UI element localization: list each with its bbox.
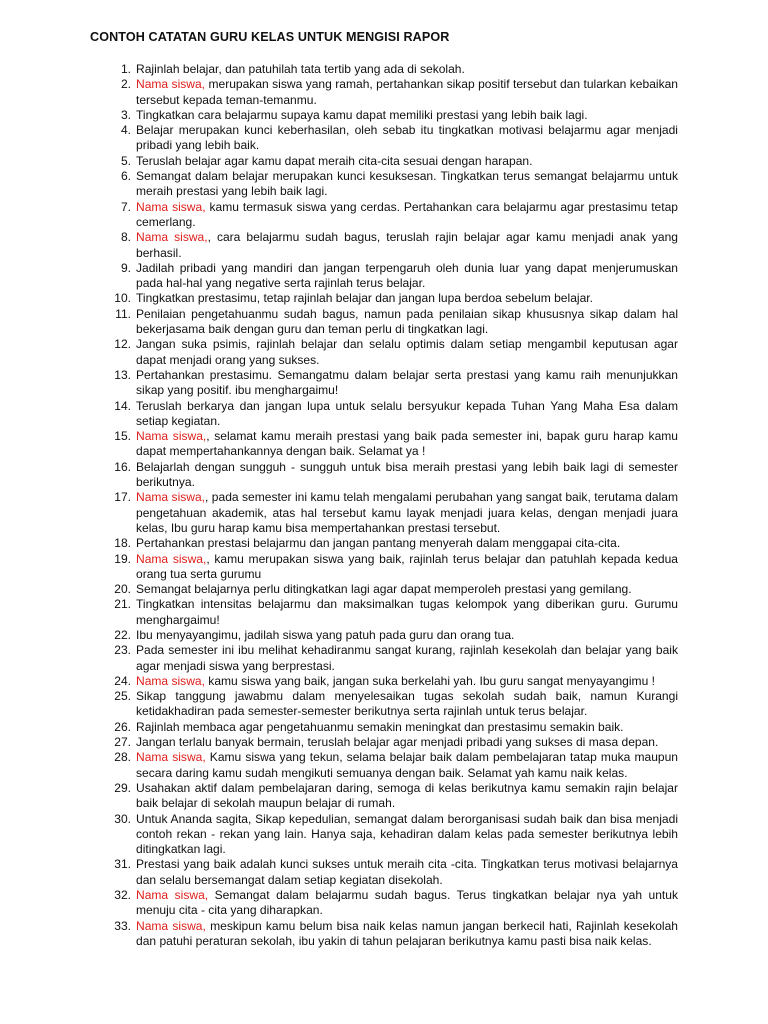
- note-text: Kamu siswa yang tekun, selama belajar baik dalam pembelajaran tatap muka maupun secara daring kamu sudah mengikuti semuanya dengan baik. Selamat yah kamu naik kelas.: [136, 750, 678, 780]
- document-title: CONTOH CATATAN GURU KELAS UNTUK MENGISI RAPOR: [90, 30, 450, 44]
- note-text: Belajarlah dengan sungguh - sungguh untuk bisa meraih prestasi yang lebih baik lagi di semester berikutnya.: [136, 459, 678, 490]
- student-name-placeholder: Nama siswa,: [136, 750, 206, 765]
- note-text: Jangan terlalu banyak bermain, teruslah belajar agar menjadi pribadi yang sukses di masa depan.: [136, 735, 659, 750]
- note-text: meskipun kamu belum bisa naik kelas namun jangan berkecil hati, Rajinlah kesekolah dan patuhi peraturan sekolah, ibu yakin di tahun pelajaran berikutnya kamu pasti bisa naik kelas.: [136, 918, 679, 948]
- note-number: 23.: [114, 643, 131, 658]
- note-item: [114, 367, 678, 399]
- note-item: [114, 918, 679, 950]
- note-number: 26.: [114, 719, 131, 734]
- note-item: [120, 77, 678, 108]
- note-text: , kamu merupakan siswa yang baik, rajinlah terus belajar dan patuhlah kepada kedua orang tua serta gurumu: [136, 551, 678, 581]
- note-item: [114, 627, 678, 643]
- note-text: merupakan siswa yang ramah, pertahankan sikap positif tersebut dan tularkan kebaikan tersebut kepada teman-temanmu.: [136, 77, 678, 107]
- student-name-placeholder: Nama siswa,: [136, 490, 206, 505]
- note-item: [120, 260, 678, 292]
- note-number: 12.: [114, 337, 131, 352]
- teacher-notes-list: [0, 62, 768, 949]
- note-text: Tingkatkan intensitas belajarmu dan maksimalkan tugas kelompok yang diberikan guru. Gurumu menghargaimu!: [136, 597, 678, 627]
- note-item: [120, 199, 679, 231]
- note-text: Prestasi yang baik adalah kunci sukses untuk meraih cita -cita. Tingkatkan terus motivasi belajarnya dan selalu bersemangat dalam setiap kegiatan disekolah.: [136, 857, 678, 887]
- note-text: kamu termasuk siswa yang cerdas. Pertahankan cara belajarmu agar prestasimu tetap cemerlang.: [136, 199, 679, 229]
- note-number: 8.: [120, 230, 131, 245]
- note-number: 30.: [114, 811, 131, 826]
- note-text: Sikap tanggung jawabmu dalam menyelesaikan tugas sekolah sudah baik, namun Kurangi ketidakhadiran pada semester-semester berikutnya serta rajinlah untuk terus belajar.: [136, 689, 678, 719]
- note-number: 22.: [114, 627, 131, 642]
- note-number: 10.: [114, 291, 131, 306]
- note-number: 9.: [120, 260, 131, 275]
- note-number: 6.: [120, 169, 131, 184]
- note-item: [114, 643, 678, 674]
- student-name-placeholder: Nama siswa,: [136, 230, 208, 245]
- note-number: 19.: [114, 551, 131, 566]
- note-text: Jadilah pribadi yang mandiri dan jangan terpengaruh oleh dunia luar yang dapat menjerumuskan pada hal-hal yang negative serta rajinlah terus belajar.: [136, 260, 678, 291]
- note-item: [114, 811, 678, 858]
- note-item: [114, 490, 678, 536]
- note-text: Jangan suka psimis, rajinlah belajar dan selalu optimis dalam setiap mengambil keputusan agar dapat menjadi orang yang sukses.: [136, 337, 678, 367]
- note-number: 4.: [120, 123, 131, 138]
- note-number: 15.: [114, 429, 131, 444]
- note-item: [114, 398, 678, 430]
- note-item: [114, 551, 678, 583]
- note-item: [114, 689, 678, 720]
- note-item: [114, 459, 678, 491]
- note-text: Pada semester ini ibu melihat kehadiranmu sangat kurang, rajinlah kesekolah dan belajar yang baik agar menjadi siswa yang berprestasi.: [136, 643, 678, 673]
- note-item: [120, 169, 678, 200]
- note-number: 14.: [114, 398, 131, 413]
- note-number: 27.: [114, 735, 131, 750]
- note-number: 5.: [120, 153, 131, 168]
- note-number: 11.: [115, 306, 131, 321]
- note-item: [114, 429, 678, 460]
- note-number: 29.: [114, 780, 131, 795]
- note-number: 25.: [114, 689, 131, 704]
- note-text: , selamat kamu meraih prestasi yang baik pada semester ini, bapak guru harap kamu dapat mempertahankannya dengan baik. Selamat ya !: [136, 429, 678, 459]
- note-number: 20.: [114, 582, 131, 597]
- note-number: 2.: [120, 77, 131, 92]
- note-item: [114, 597, 678, 628]
- note-number: 21.: [114, 597, 131, 612]
- student-name-placeholder: Nama siswa,: [136, 199, 206, 214]
- note-item: [114, 780, 678, 812]
- note-item: [120, 230, 678, 261]
- note-text: Semangat dalam belajar merupakan kunci kesuksesan. Tingkatkan terus semangat belajarmu untuk meraih prestasi yang lebih baik lagi.: [136, 169, 678, 199]
- student-name-placeholder: Nama siswa,: [136, 429, 207, 444]
- note-number: 24.: [114, 673, 131, 688]
- student-name-placeholder: Nama siswa,: [136, 551, 207, 566]
- note-item: [114, 337, 678, 368]
- note-item: [120, 123, 678, 154]
- note-item: [115, 306, 678, 338]
- student-name-placeholder: Nama siswa,: [136, 888, 209, 903]
- note-text: Untuk Ananda sagita, Sikap kepedulian, semangat dalam berorganisasi sudah baik dan bisa menjadi contoh rekan - rekan yang lain. Hanya saja, kehadiran dalam kelas pada semester berikutnya lebih ditingkatkan lagi.: [136, 811, 678, 857]
- note-text: Pertahankan prestasi belajarmu dan jangan pantang menyerah dalam menggapai cita-cita.: [136, 536, 621, 551]
- note-text: Teruslah berkarya dan jangan lupa untuk selalu bersyukur kepada Tuhan Yang Maha Esa dalam setiap kegiatan.: [136, 398, 678, 428]
- note-item: [114, 888, 679, 919]
- student-name-placeholder: Nama siswa,: [136, 77, 206, 92]
- note-number: 13.: [114, 367, 131, 382]
- note-text: Tingkatkan prestasimu, tetap rajinlah belajar dan jangan lupa berdoa sebelum belajar.: [136, 291, 593, 306]
- note-item: [120, 107, 678, 123]
- note-number: 31.: [114, 857, 131, 872]
- note-text: Ibu menyayangimu, jadilah siswa yang patuh pada guru dan orang tua.: [136, 627, 515, 642]
- note-text: , pada semester ini kamu telah mengalami perubahan yang sangat baik, terutama dalam pengetahuan akademik, atas hal tersebut kamu layak menjadi juara kelas, dengan menjadi juara kelas, Ibu guru harap kamu bisa mempertahankan prestasi tersebut.: [136, 490, 678, 535]
- note-item: [114, 750, 678, 781]
- note-text: Usahakan aktif dalam pembelajaran daring, semoga di kelas berikutnya kamu semakin rajin belajar baik belajar di sekolah maupun belajar di rumah.: [136, 780, 678, 811]
- note-item: [114, 735, 678, 750]
- note-text: Semangat dalam belajarmu sudah bagus. Terus tingkatkan belajar nya yah untuk menuju cita - cita yang diharapkan.: [136, 888, 679, 918]
- note-text: Tingkatkan cara belajarmu supaya kamu dapat memiliki prestasi yang lebih baik lagi.: [136, 107, 588, 122]
- note-number: 1.: [120, 62, 131, 76]
- note-item: [114, 719, 678, 735]
- note-text: Pertahankan prestasimu. Semangatmu dalam belajar serta prestasi yang kamu raih menunjukkan sikap yang positif. ibu menghargaimu!: [136, 367, 678, 398]
- note-number: 28.: [114, 750, 131, 765]
- note-number: 32.: [114, 888, 131, 903]
- note-number: 16.: [114, 459, 131, 474]
- note-number: 33.: [114, 918, 131, 933]
- note-text: Teruslah belajar agar kamu dapat meraih cita-cita sesuai dengan harapan.: [136, 153, 533, 168]
- note-text: kamu siswa yang baik, jangan suka berkelahi yah. Ibu guru sangat menyayangimu !: [204, 673, 655, 688]
- note-item: [114, 536, 678, 551]
- student-name-placeholder: Nama siswa,: [136, 673, 205, 688]
- note-item: [114, 673, 678, 689]
- note-text: Rajinlah belajar, dan patuhilah tata tertib yang ada di sekolah.: [136, 62, 465, 76]
- note-item: [120, 153, 678, 169]
- student-name-placeholder: Nama siswa,: [136, 918, 206, 933]
- note-text: , cara belajarmu sudah bagus, teruslah rajin belajar agar kamu menjadi anak yang berhasil.: [136, 230, 678, 260]
- note-number: 18.: [114, 536, 131, 551]
- note-item: [120, 62, 678, 77]
- note-item: [114, 582, 678, 597]
- note-number: 7.: [120, 199, 131, 214]
- note-item: [114, 857, 678, 888]
- note-number: 17.: [114, 490, 131, 505]
- note-text: Rajinlah membaca agar pengetahuanmu semakin meningkat dan prestasimu semakin baik.: [136, 719, 624, 734]
- note-text: Belajar merupakan kunci keberhasilan, oleh sebab itu tingkatkan motivasi belajarmu agar menjadi pribadi yang lebih baik.: [136, 123, 678, 153]
- note-number: 3.: [120, 107, 131, 122]
- note-item: [114, 291, 678, 306]
- note-text: Semangat belajarnya perlu ditingkatkan lagi agar dapat memperoleh prestasi yang gemilang.: [136, 582, 632, 597]
- note-text: Penilaian pengetahuanmu sudah bagus, namun pada penilaian sikap khususnya sikap dalam hal bekerjasama baik dengan guru dan teman perlu di tingkatkan lagi.: [136, 306, 678, 337]
